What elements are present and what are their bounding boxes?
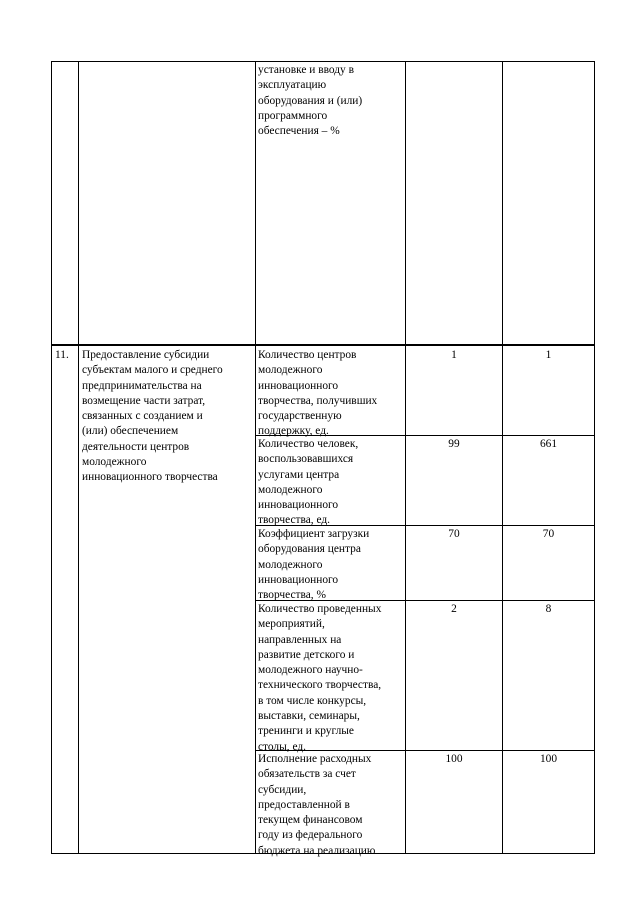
table-border-top [51, 61, 595, 62]
fact-value: 661 [539, 438, 558, 450]
indicator-name: установке и вводу в эксплуатацию оборудования и (или) программного обеспечения – % [258, 64, 363, 138]
row-divider [51, 345, 595, 346]
plan-value: 1 [451, 349, 457, 361]
row-number: 11. [55, 349, 69, 361]
plan-value: 70 [448, 528, 460, 540]
indicator-name: Количество центров молодежного инновационного творчества, получивших государственную поддержку, ед. [258, 349, 378, 438]
fact-value: 70 [542, 528, 555, 540]
table-border-left [51, 61, 52, 854]
fact-value: 8 [545, 603, 552, 615]
table-border-right [594, 61, 595, 854]
indicator-name: Коэффициент загрузки оборудования центра молодежного инновационного творчества, % [258, 528, 370, 602]
plan-value: 99 [448, 438, 460, 450]
plan-value: 100 [445, 753, 463, 765]
column-divider [78, 61, 79, 854]
fact-value: 1 [545, 349, 552, 361]
column-divider [502, 61, 503, 854]
indicator-name: Количество человек, воспользовавшихся услугами центра молодежного инновационного творчества, ед. [258, 438, 359, 527]
column-divider [255, 61, 256, 854]
fact-value: 100 [539, 753, 558, 765]
column-divider [405, 61, 406, 854]
plan-value: 2 [451, 603, 457, 615]
indicators-table [51, 61, 595, 857]
indicator-name: Количество проведенных мероприятий, направленных на развитие детского и молодежного научно- технического творчества, в том числе конкурсы, выставки, семинары, тренинги и круглые столы, ед. [258, 603, 382, 753]
indicator-name: Исполнение расходных обязательств за счет субсидии, предоставленной в текущем финансовом году из федерального бюджета на реализацию [258, 753, 376, 857]
event-description: Предоставление субсидии субъектам малого и среднего предпринимательства на возмещение части затрат, связанных с созданием и (или) обеспечением деятельности центров молодежного инновационного творчества [82, 349, 223, 484]
